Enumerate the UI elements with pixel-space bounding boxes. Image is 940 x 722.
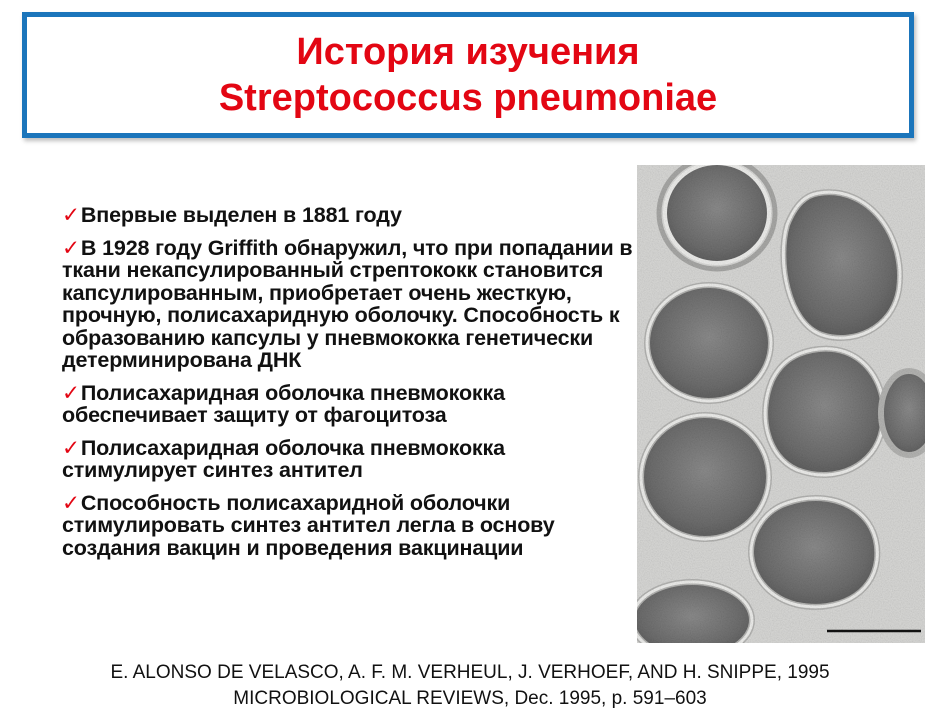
citation-authors: E. ALONSO DE VELASCO, A. F. M. VERHEUL, J. VERHOEF, AND H. SNIPPE, 1995: [110, 662, 830, 683]
bullet-item: [62, 492, 634, 560]
check-icon: ✓: [62, 490, 80, 515]
bullet-item: [62, 437, 634, 482]
citation: [0, 660, 940, 712]
check-icon: ✓: [62, 235, 80, 260]
bullet-item: [62, 204, 634, 227]
bullet-text: В 1928 году Griffith обнаружил, что при попадании в ткани некапсулированный стрептококк становится капсулированным, приобретает очень жесткую, прочную, полисахаридную оболочку. Способность к образованию капсулы у пневмококка генетически детерминирована ДНК: [62, 235, 633, 372]
citation-journal: MICROBIOLOGICAL REVIEWS, Dec. 1995, p. 591–603: [233, 688, 707, 709]
title-frame: [22, 12, 914, 138]
check-icon: ✓: [62, 435, 80, 460]
bullet-item: [62, 382, 634, 427]
check-icon: ✓: [62, 380, 80, 405]
check-icon: ✓: [62, 203, 80, 227]
slide-title-line-1: История изучения: [296, 31, 640, 73]
slide-title-line-2: Streptococcus pneumoniae: [218, 77, 718, 119]
bullet-text: Впервые выделен в 1881 году: [80, 203, 402, 227]
electron-micrograph-image: [637, 165, 925, 643]
bullet-item: [62, 237, 634, 372]
bullet-list: [62, 204, 634, 569]
bullet-text: Полисахаридная оболочка пневмококка обеспечивает защиту от фагоцитоза: [62, 380, 505, 427]
bullet-text: Полисахаридная оболочка пневмококка стимулирует синтез антител: [62, 435, 505, 482]
bullet-text: Способность полисахаридной оболочки стимулировать синтез антител легла в основу создания вакцин и проведения вакцинации: [62, 490, 555, 560]
